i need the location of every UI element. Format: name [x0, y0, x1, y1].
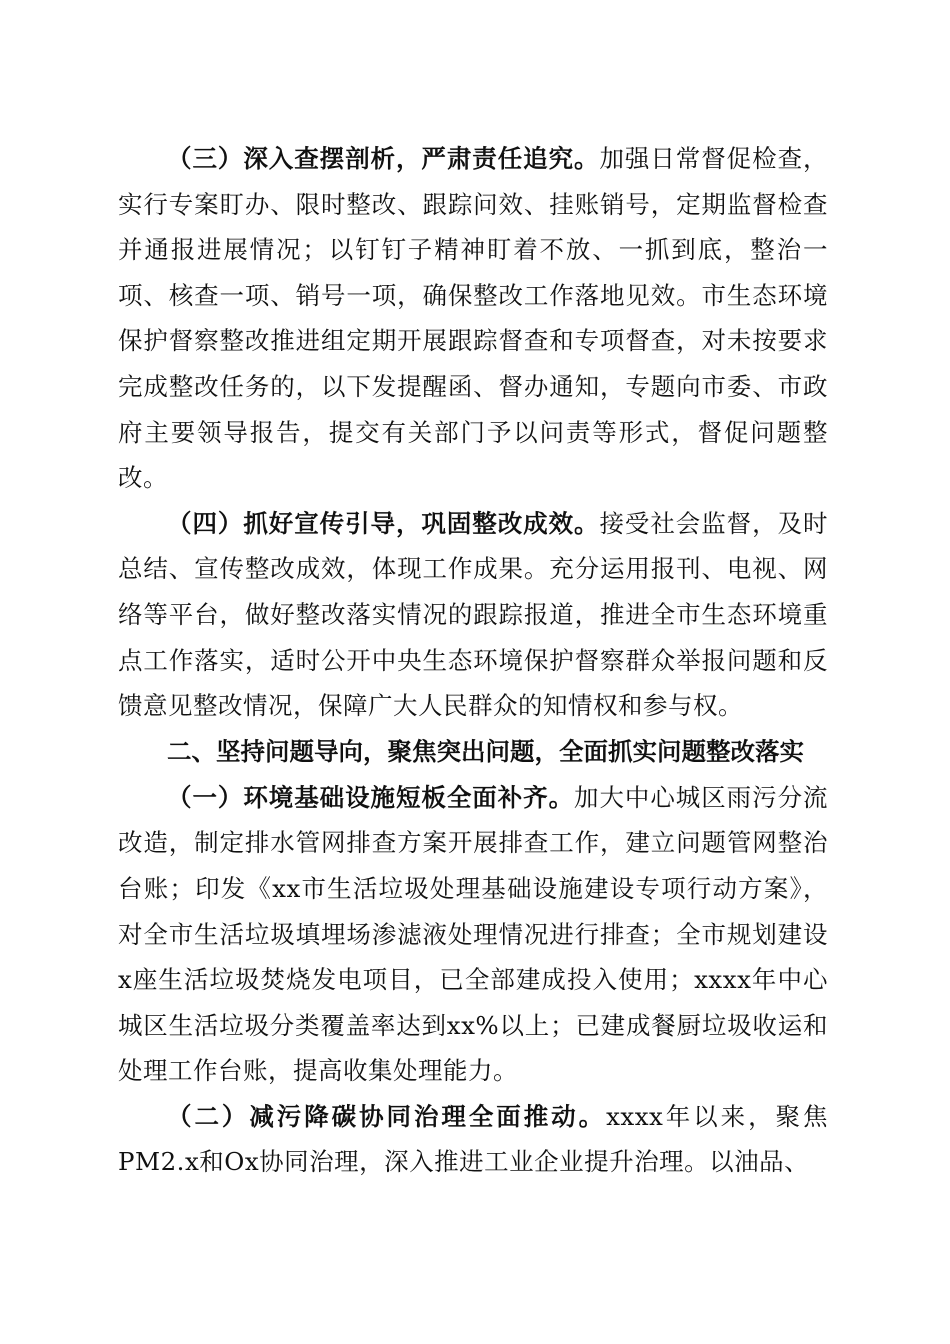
paragraph-3-deep-review	[118, 136, 828, 501]
paragraph-3-body: 加强日常督促检查，实行专案盯办、限时整改、跟踪问效、挂账销号，定期监督检查并通报进展情况；以钉钉子精神盯着不放、一抓到底，整治一项、核查一项、销号一项，确保整改工作落地见效。市生态环境保护督察整改推进组定期开展跟踪督查和专项督查，对未按要求完成整改任务的，以下发提醒函、督办通知，专题向市委、市政府主要领导报告，提交有关部门予以问责等形式，督促问题整改。	[118, 144, 829, 493]
paragraph-4-body: 接受社会监督，及时总结、宣传整改成效，体现工作成果。充分运用报刊、电视、网络等平台，做好整改落实情况的跟踪报道，推进全市生态环境重点工作落实，适时公开中央生态环境保护督察群众举报问题和反馈意见整改情况，保障广大人民群众的知情权和参与权。	[118, 508, 829, 721]
paragraph-4-lead: （四）抓好宣传引导，巩固整改成效。	[167, 508, 600, 538]
section-paragraph-2-pollution-carbon	[118, 1094, 828, 1185]
paragraph-3-lead: （三）深入查摆剖析，严肃责任追究。	[167, 144, 600, 173]
section-paragraph-1-body: 加大中心城区雨污分流改造，制定排水管网排查方案开展排查工作，建立问题管网整治台账；印发《xx市生活垃圾处理基础设施建设专项行动方案》，对全市生活垃圾填埋场渗滤液处理情况进行排查；全市规划建设x座生活垃圾焚烧发电项目，已全部建成投入使用；xxxx年中心城区生活垃圾分类覆盖率达到xx%以上；已建成餐厨垃圾收运和处理工作台账，提高收集处理能力。	[118, 782, 829, 1086]
section-paragraph-1-infrastructure	[118, 775, 828, 1094]
paragraph-4-publicity	[118, 501, 828, 729]
section-paragraph-2-body: xxxx年以来，聚焦PM2.x和Ox协同治理，深入推进工业企业提升治理。以油品、	[118, 1101, 828, 1177]
section-paragraph-1-lead: （一）环境基础设施短板全面补齐。	[167, 782, 575, 812]
section-paragraph-2-lead: （二）减污降碳协同治理全面推动。	[167, 1101, 607, 1131]
section-heading-2: 二、坚持问题导向，聚焦突出问题，全面抓实问题整改落实	[167, 736, 804, 766]
